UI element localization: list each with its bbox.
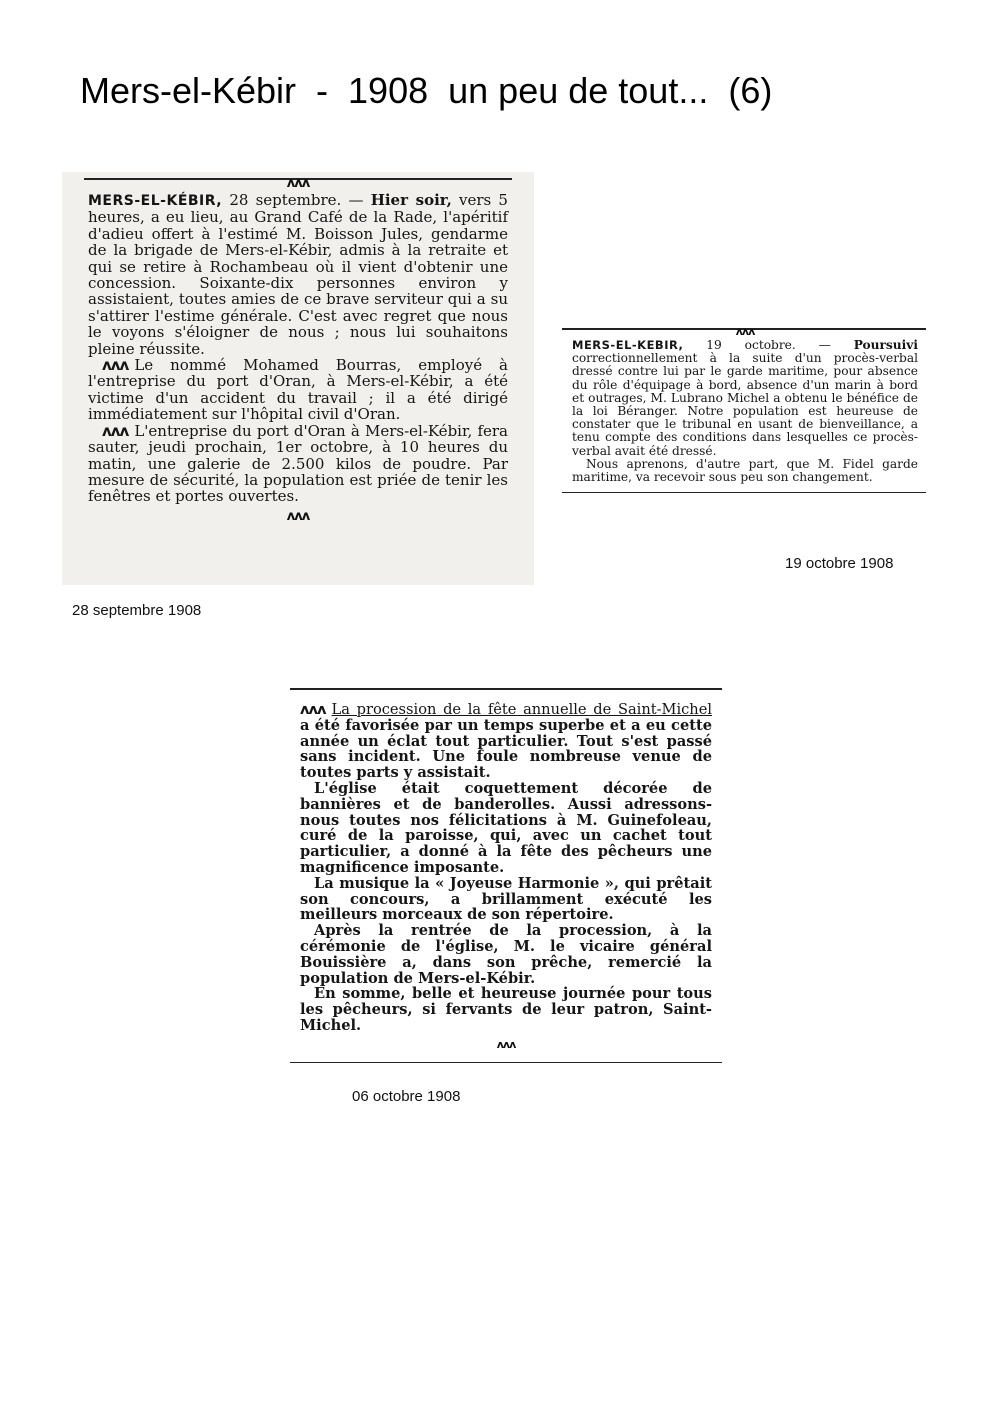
article-body-text: correctionnellement à la suite d'un procès-verbal dressé contre lui par le garde maritime, pour absence du rôle d'équipage à bord, absence d'un marin à bord et outrages, M. Lubrano Michel a obtenu le bénéfice de la loi Béranger. Notre population est heureuse de constater que le tribunal en usant de bienveillance, a tenu compte des conditions dans lesquelles ce procès-verbal avait été dressé. xyxy=(572,351,918,458)
ornament-inline: ʌʌʌ xyxy=(300,701,326,718)
article-dateline-place: MERS-EL-KEBIR, xyxy=(572,338,684,352)
article-body-text: Après la rentrée de la procession, à la cérémonie de l'église, M. le vicaire général Bouissière a, dans son prêche, remercié la population de Mers-el-Kébir. xyxy=(300,922,712,987)
ornament-inline: ʌʌʌ xyxy=(102,421,129,440)
article-paragraph-2 xyxy=(300,781,712,876)
article-body-text: En somme, belle et heureuse journée pour tous les pêcheurs, si fervants de leur patron, Saint-Michel. xyxy=(300,985,712,1034)
article-paragraph-3 xyxy=(300,876,712,923)
news-clipping-06-octobre xyxy=(290,688,722,1076)
news-clipping-19-octobre xyxy=(562,322,926,536)
ornament-bottom: ʌʌʌ xyxy=(496,1037,516,1051)
caption-date: 28 septembre 1908 xyxy=(72,602,202,619)
article-paragraph-1 xyxy=(572,339,918,458)
caption-date: 06 octobre 1908 xyxy=(352,1088,461,1105)
page-title: Mers-el-Kébir - 1908 un peu de tout... (6) xyxy=(80,70,773,111)
article-paragraph-4 xyxy=(300,923,712,986)
article-dateline-date: 28 septembre. — xyxy=(222,191,371,209)
clipping-bottom-rule xyxy=(562,492,926,493)
article-dateline-place: MERS-EL-KÉBIR, xyxy=(88,193,223,209)
article-body-text: L'entreprise du port d'Oran à Mers-el-Kébir, fera sauter, jeudi prochain, 1er octobre, à 10 heures du matin, une galerie de 2.500 kilos de poudre. Par mesure de sécurité, la population est priée de tenir les fenêtres et portes ouvertes. xyxy=(88,421,508,506)
ornament-bottom: ʌʌʌ xyxy=(286,508,310,524)
ornament-inline: ʌʌʌ xyxy=(102,356,129,375)
article-body-text: vers 5 heures, a eu lieu, au Grand Café de la Rade, l'apéritif d'adieu offert à l'estimé M. Boisson Jules, gendarme de la brigade de Mers-el-Kébir, admis à la retraite et qui se retire à Rochambeau où il vient d'obtenir une concession. Soixante-dix personnes environ y assistaient, toutes amies de ce brave serviteur qui a su s'attirer l'estime générale. C'est avec regret que nous le voyons s'éloigner de nous ; nous lui souhaitons pleine réussite. xyxy=(88,191,508,358)
article-paragraph-2: Nous aprenons, d'autre part, que M. Fidel garde maritime, va recevoir sous peu son changement. xyxy=(572,456,918,485)
article-lead-words: Hier soir, xyxy=(370,191,452,209)
clipping-top-rule xyxy=(290,688,722,690)
article-paragraph-2 xyxy=(88,357,508,423)
caption-date: 19 octobre 1908 xyxy=(785,555,894,572)
article-dateline-date: 19 octobre. — xyxy=(683,338,854,352)
article-paragraph-5 xyxy=(300,986,712,1033)
news-clipping-28-septembre xyxy=(62,172,534,585)
article-body-text: L'église était coquettement décorée de bannières et de banderolles. Aussi adressons-nous toutes nos félicitations à M. Guinefoleau, curé de la paroisse, qui, avec un cachet tout particulier, a donné à la fête des pêcheurs une magnificence imposante. xyxy=(300,779,712,876)
article-body-text: La musique la « Joyeuse Harmonie », qui prêtait son concours, a brillamment exécuté les meilleurs morceaux de son répertoire. xyxy=(300,874,712,924)
ornament-top: ʌʌʌ xyxy=(286,176,310,191)
article-body-text: a été favorisée par un temps superbe et a eu cette année un éclat tout particulier. Tout s'est passé sans incident. Une foule nombreuse venue de toutes parts y assistait. xyxy=(300,716,712,782)
clipping-bottom-rule xyxy=(290,1062,722,1063)
article-paragraph-1 xyxy=(88,192,508,357)
article-lead-words: La procession de la fête annuelle de Saint-Michel xyxy=(331,701,712,718)
article-body-text: Le nommé Mohamed Bourras, employé à l'entreprise du port d'Oran, à Mers-el-Kébir, a été victime d'un accident du travail ; il a été dirigé immédiatement sur l'hôpital civil d'Oran. xyxy=(88,356,508,424)
article-lead-words: Poursuivi xyxy=(853,338,918,352)
article-paragraph-3 xyxy=(88,423,508,505)
article-paragraph-1 xyxy=(300,702,712,781)
ornament-top: ʌʌʌ xyxy=(735,325,755,338)
